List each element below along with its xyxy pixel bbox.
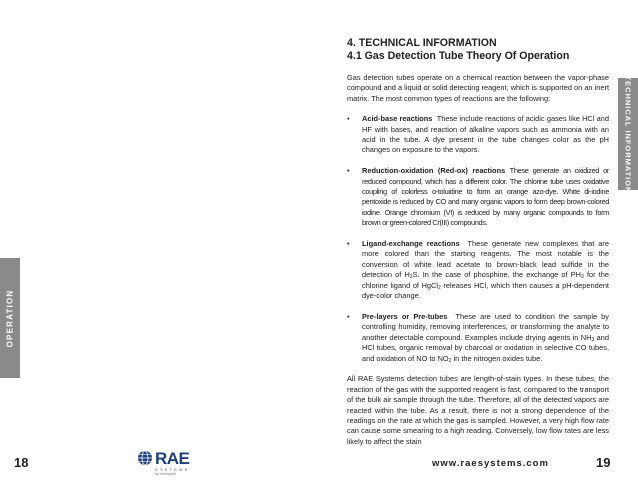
- list-item-term: Pre-layers or Pre-tubes: [362, 311, 448, 321]
- bullet-icon: •: [347, 166, 350, 176]
- section-heading: 4. TECHNICAL INFORMATION: [347, 37, 497, 49]
- section-title: 4.1 Gas Detection Tube Theory Of Operation: [347, 50, 570, 62]
- side-tab-technical-information-label: TECHNICAL INFORMATION: [623, 75, 633, 193]
- side-tab-operation: [0, 258, 20, 378]
- page-content: [347, 37, 609, 447]
- list-item-acid-base: [347, 114, 609, 156]
- list-item-ligand-exchange: [347, 239, 609, 301]
- bullet-icon: •: [347, 239, 350, 249]
- side-tab-technical-information: [618, 75, 638, 193]
- bullet-icon: •: [347, 114, 350, 124]
- bullet-icon: •: [347, 311, 350, 321]
- logo-subtitle: SYSTEMS: [155, 467, 190, 472]
- intro-paragraph: Gas detection tubes operate on a chemical reaction between the vapor-phase compound and a liquid or solid detecting reagent, which is supported on an inert matrix. The most common types of reactions are the following:: [347, 73, 609, 103]
- reaction-types-list: [347, 114, 609, 364]
- logo-byline: by Honeywell: [155, 472, 176, 476]
- closing-paragraph: All RAE Systems detection tubes are length-of-stain types. In these tubes, the reaction of the gas with the supported reagent is fast, compared to the transport of the bulk air sample through the tube. Therefore, all of the detected vapors are reacted within the tube. As a result, there is not a strong dependence of the readings on the rate at which the gas is sampled. However, a very high flow rate can cause some smearing to a high reading. Conversely, low flow rates are less likely to affect the stain: [347, 374, 609, 446]
- side-tab-operation-label: OPERATION: [5, 289, 15, 347]
- list-item-text: These include reactions of acidic gases like HCl and HF with bases, and reaction of alkaline vapors such as ammonia with an acid in the tube. A dye present in the tube changes color as the pH changes on exposure to the vapors.: [362, 114, 609, 155]
- list-item-term: Ligand-exchange reactions: [362, 239, 460, 249]
- globe-icon: [137, 450, 153, 466]
- list-item-text: These generate new complexes that are more colored than the starting reagents. The most notable is the conversion of white lead acetate to brown-black lead sulfide in the detection of $H_2S$. In the case of phosphine, the exchange of $PH_3$ for the chlorine ligand of HgCl$_2$ releases HCl, which then causes a pH-dependent dye-color change.: [362, 239, 609, 301]
- rae-logo: [137, 450, 190, 476]
- list-item-term: Reduction-oxidation (Red-ox) reactions: [362, 166, 506, 176]
- page-number-right: 19: [596, 455, 611, 470]
- list-item-redox: [347, 166, 609, 228]
- list-item-text: These are used to condition the sample by controlling humidity, removing interferences, or transforming the analyte to another detectable compound. Examples include drying agents in $NH_3$ and HCl tubes, organic removal by charcoal or oxidation in selective CO tubes, and oxidation of NO to $NO_2$ in the nitrogen oxides tube.: [362, 311, 609, 364]
- footer-website: www.raesystems.com: [432, 458, 549, 469]
- logo-wordmark: RAE: [155, 449, 190, 468]
- list-item-term: Acid-base reactions: [362, 114, 433, 124]
- page-number-left: 18: [14, 455, 29, 470]
- list-item-pre-layers: [347, 312, 609, 364]
- list-item-text: These generate an oxidized or reduced compound, which has a different color. The chlorine tube uses oxidative coupling of colorless o-toluidine to form an orange azo-dye. White di-iodine pentoxide is reduced by CO and many organic vapors to form deep brown-colored iodine. Orange chromium (VI) is reduced by many organic compounds to form brown or green-colored Cr(III) compounds.: [362, 166, 609, 228]
